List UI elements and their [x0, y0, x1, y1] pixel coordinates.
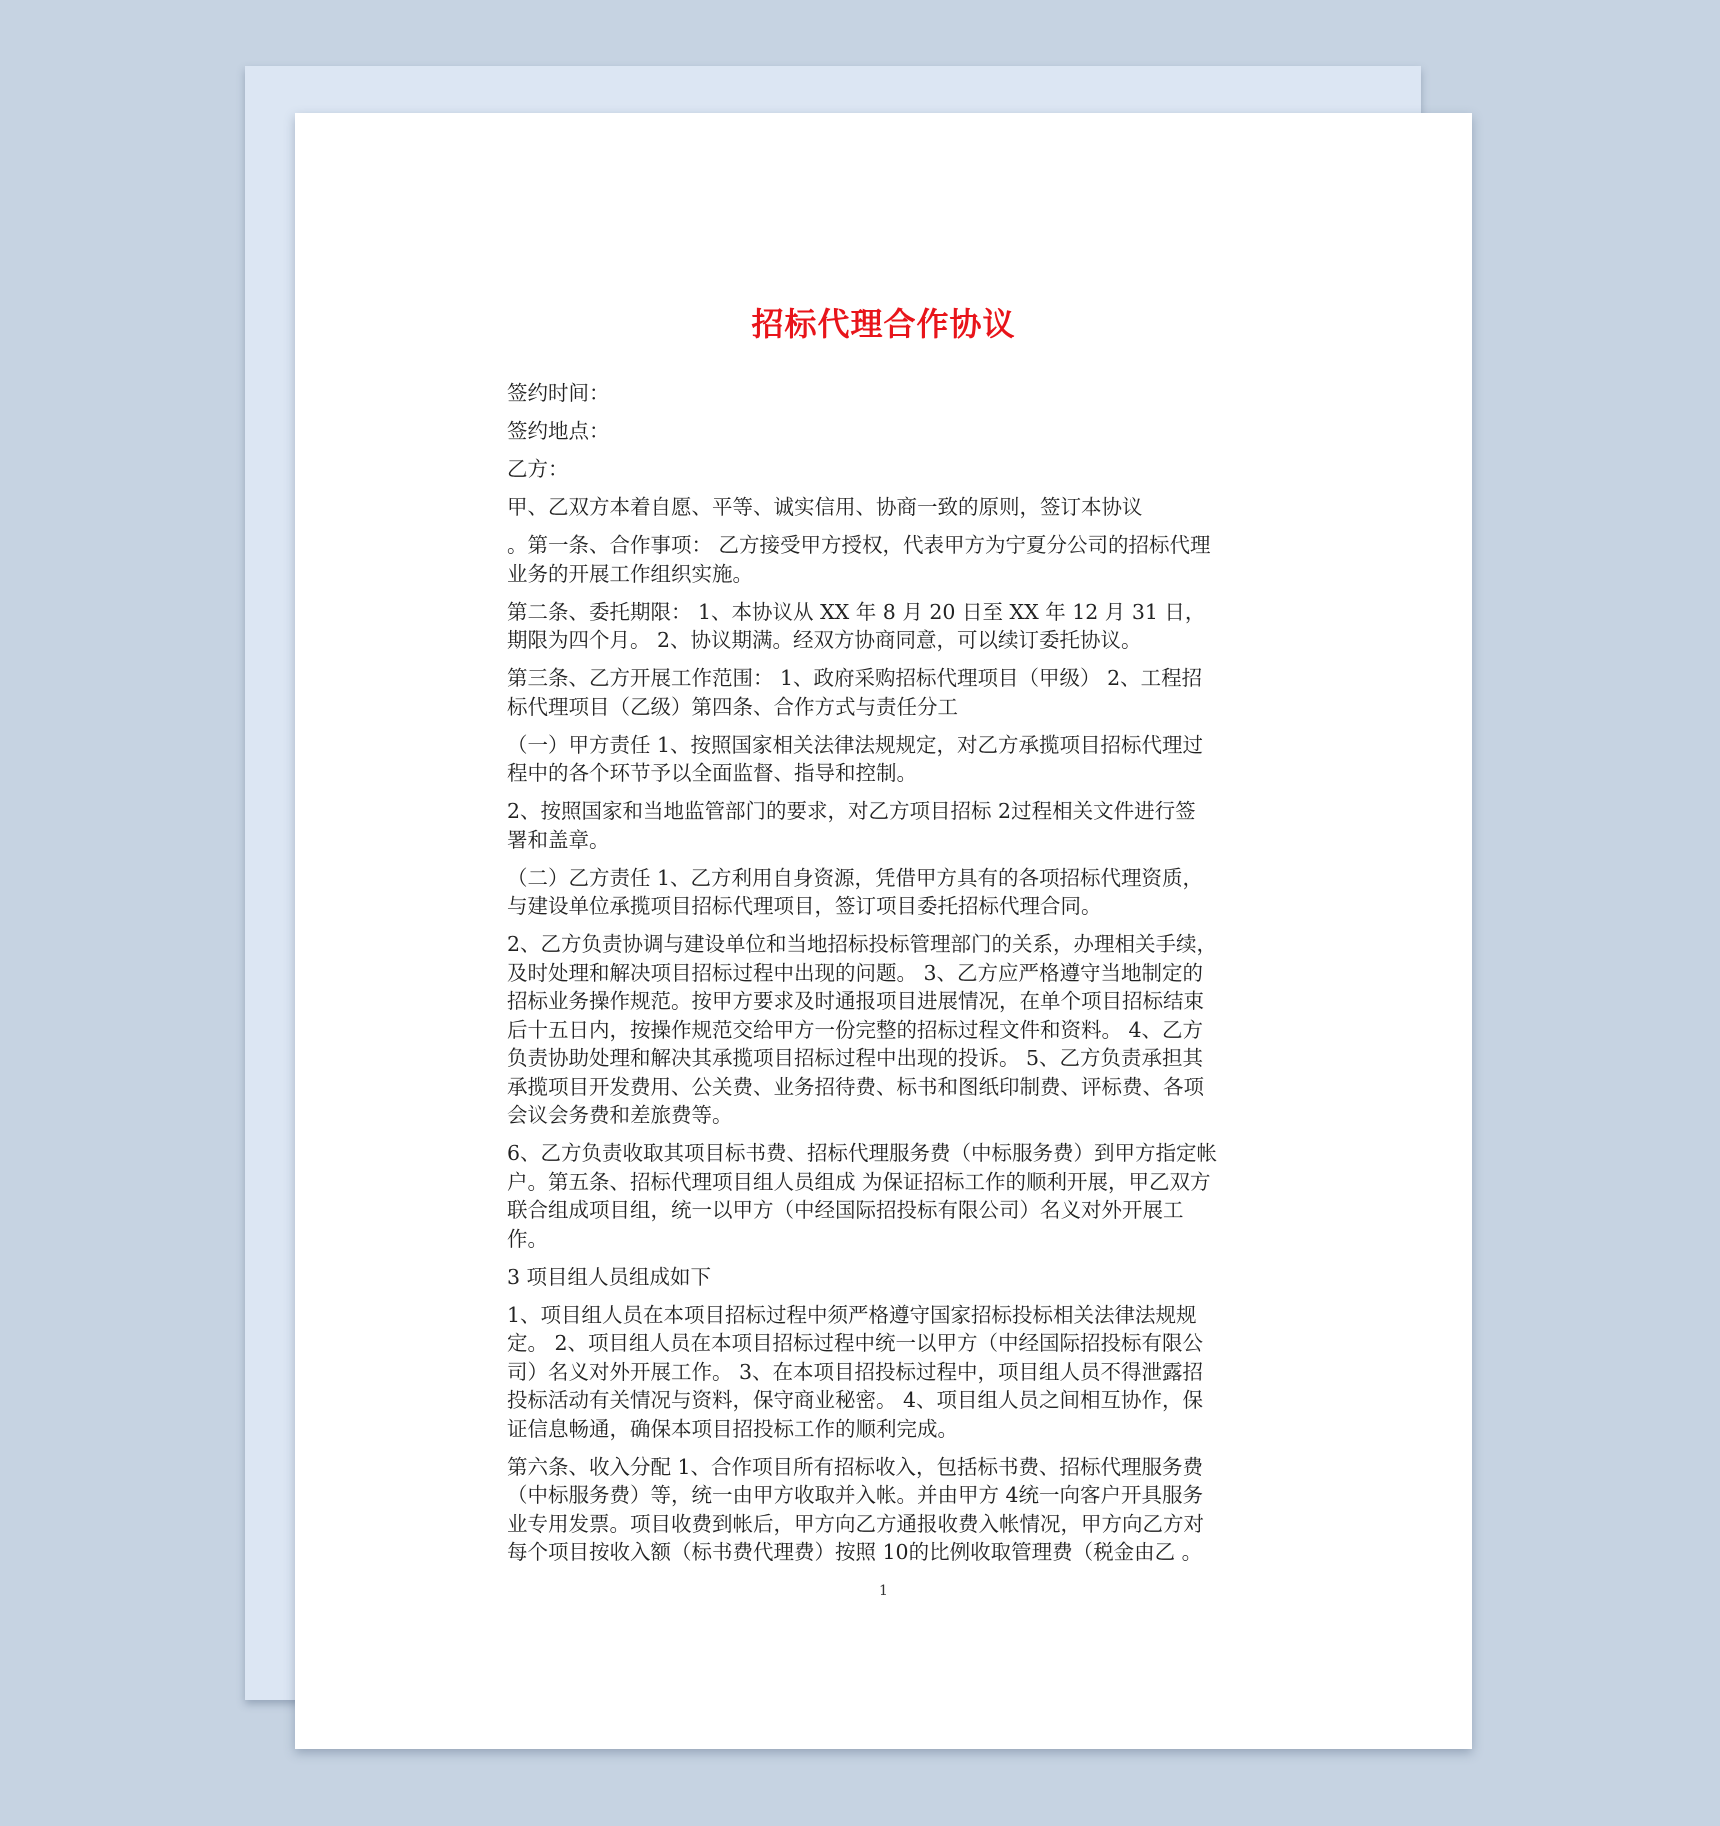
paragraph — [507, 930, 1267, 1130]
text-line: 后十五日内，按操作规范交给甲方一份完整的招标过程文件和资料。 4、乙方 — [507, 1017, 1204, 1042]
text-line: 签约时间： — [507, 381, 610, 405]
paragraph — [507, 664, 1267, 721]
text-line: 乙方： — [507, 457, 569, 481]
text-line: 第三条、乙方开展工作范围： 1、政府采购招标代理项目（甲级） 2、工程招 — [507, 666, 1203, 690]
text-line: 会议会务费和差旅费等。 — [507, 1103, 733, 1127]
paragraph — [507, 1139, 1267, 1253]
text-line: 及时处理和解决项目招标过程中出现的问题。 3、乙方应严格遵守当地制定的 — [507, 960, 1204, 985]
text-line: 2、乙方负责协调与建设单位和当地招标投标管理部门的关系，办理相关手续， — [507, 932, 1218, 956]
text-line: 业务的开展工作组织实施。 — [507, 561, 753, 586]
text-line: 第六条、收入分配 1、合作项目所有招标收入，包括标书费、招标代理服务费 — [507, 1454, 1204, 1479]
paragraph — [507, 417, 1267, 446]
text-line: 司）名义对外开展工作。 3、在本项目招投标过程中，项目组人员不得泄露招 — [507, 1359, 1204, 1384]
text-line: 证信息畅通，确保本项目招投标工作的顺利完成。 — [507, 1416, 958, 1441]
text-line: 联合组成项目组，统一以甲方（中经国际招投标有限公司）名义对外开展工 — [507, 1198, 1184, 1222]
text-line: 定。 2、项目组人员在本项目招标过程中统一以甲方（中经国际招投标有限公 — [507, 1331, 1204, 1355]
paragraph — [507, 1301, 1267, 1444]
document-body — [507, 379, 1267, 1576]
text-line: 户。第五条、招标代理项目组人员组成 为保证招标工作的顺利开展，甲乙双方 — [507, 1169, 1211, 1194]
document-title: 招标代理合作协议 — [751, 305, 1016, 343]
text-line: 投标活动有关情况与资料，保守商业秘密。 4、项目组人员之间相互协作，保 — [507, 1388, 1204, 1412]
page-number: 1 — [879, 1583, 888, 1599]
text-line: 与建设单位承揽项目招标代理项目，签订项目委托招标代理合同。 — [507, 894, 1102, 918]
text-line: （一）甲方责任 1、按照国家相关法律法规规定，对乙方承揽项目招标代理过 — [507, 732, 1204, 757]
paragraph — [507, 1263, 1267, 1292]
text-line: 6、乙方负责收取其项目标书费、招标代理服务费（中标服务费）到甲方指定帐 — [507, 1141, 1218, 1165]
document-page — [295, 113, 1472, 1749]
paragraph — [507, 731, 1267, 788]
text-line: 承揽项目开发费用、公关费、业务招待费、标书和图纸印制费、评标费、各项 — [507, 1074, 1204, 1099]
text-line: 2、按照国家和当地监管部门的要求，对乙方项目招标 2过程相关文件进行签 — [507, 799, 1196, 823]
paragraph — [507, 598, 1267, 655]
text-line: 署和盖章。 — [507, 827, 610, 852]
paragraph — [507, 531, 1267, 588]
paragraph — [507, 797, 1267, 854]
text-line: 招标业务操作规范。按甲方要求及时通报项目进展情况，在单个项目招标结束 — [507, 989, 1204, 1013]
text-line: 。第一条、合作事项： 乙方接受甲方授权，代表甲方为宁夏分公司的招标代理 — [507, 533, 1211, 557]
text-line: 程中的各个环节予以全面监督、指导和控制。 — [507, 761, 917, 785]
text-line: 3 项目组人员组成如下 — [507, 1264, 712, 1289]
text-line: （中标服务费）等，统一由甲方收取并入帐。并由甲方 4统一向客户开具服务 — [507, 1483, 1204, 1507]
text-line: 签约地点： — [507, 419, 610, 443]
text-line: （二）乙方责任 1、乙方利用自身资源，凭借甲方具有的各项招标代理资质， — [507, 865, 1204, 890]
text-line: 期限为四个月。 2、协议期满。经双方协商同意，可以续订委托协议。 — [507, 628, 1142, 652]
paragraph — [507, 864, 1267, 921]
text-line: 业专用发票。项目收费到帐后，甲方向乙方通报收费入帐情况，甲方向乙方对 — [507, 1511, 1204, 1536]
text-line: 每个项目按收入额（标书费代理费）按照 10的比例收取管理费（税金由乙 。 — [507, 1540, 1203, 1564]
text-line: 1、项目组人员在本项目招标过程中须严格遵守国家招标投标相关法律法规规 — [507, 1302, 1197, 1327]
text-line: 第二条、委托期限： 1、本协议从 XX 年 8 月 20 日至 XX 年 12 月 31 日， — [507, 599, 1206, 624]
paragraph — [507, 455, 1267, 484]
paragraph — [507, 493, 1267, 522]
text-line: 标代理项目（乙级）第四条、合作方式与责任分工 — [507, 694, 958, 719]
paragraph — [507, 1453, 1267, 1567]
text-line: 作。 — [507, 1226, 548, 1251]
text-line: 甲、乙双方本着自愿、平等、诚实信用、协商一致的原则，签订本协议 — [507, 495, 1143, 519]
paragraph — [507, 379, 1267, 408]
text-line: 负责协助处理和解决其承揽项目招标过程中出现的投诉。 5、乙方负责承担其 — [507, 1046, 1204, 1070]
